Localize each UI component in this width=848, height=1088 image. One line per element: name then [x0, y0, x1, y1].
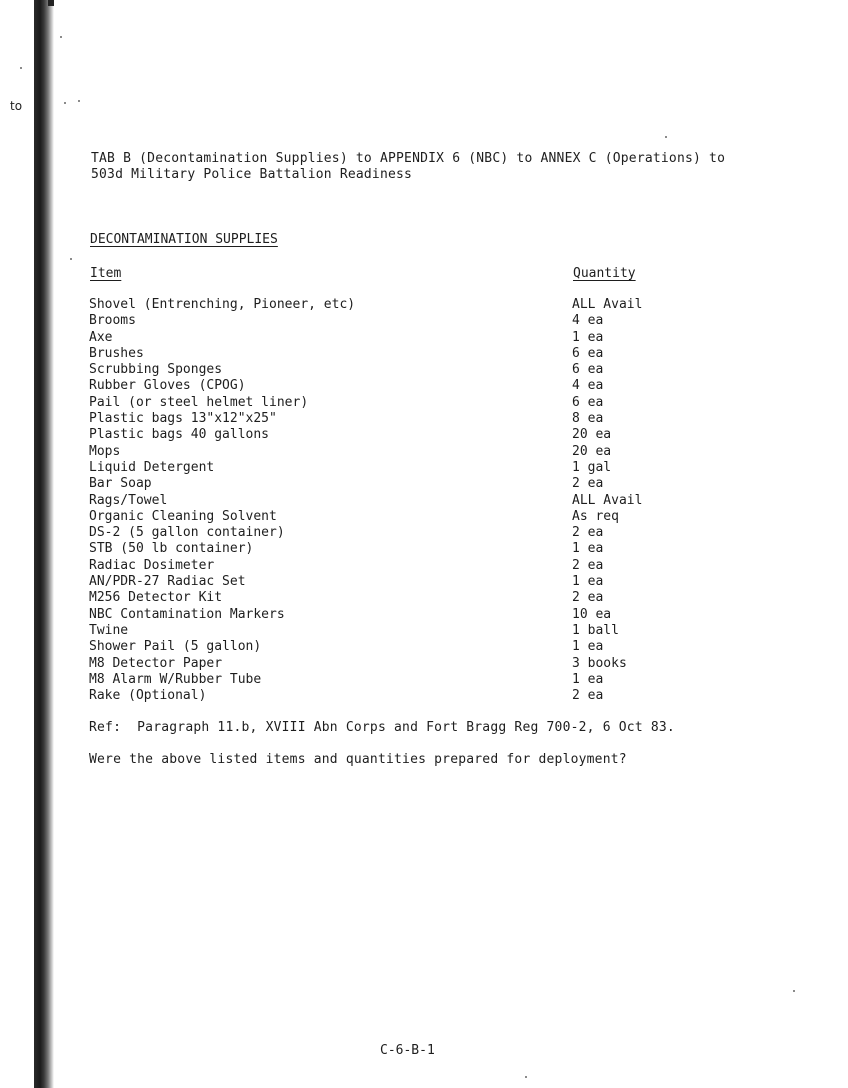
item-name: Bar Soap: [89, 476, 152, 492]
item-quantity: 3 books: [572, 655, 627, 671]
scan-speck: [70, 258, 72, 260]
item-quantity: 2 ea: [572, 476, 604, 492]
item-quantity: 4 ea: [572, 378, 604, 394]
item-name: Brushes: [89, 345, 144, 361]
item-name: Axe: [89, 329, 113, 345]
item-name: Plastic bags 13"x12"x25": [89, 411, 277, 427]
list-item: [89, 688, 789, 704]
item-quantity: As req: [572, 508, 619, 524]
tab-header-line-2: 503d Military Police Battalion Readiness: [91, 167, 413, 182]
scan-speck: [525, 1076, 527, 1078]
item-quantity: 2 ea: [572, 688, 604, 704]
item-name: M8 Detector Paper: [89, 655, 223, 671]
item-name: AN/PDR-27 Radiac Set: [89, 574, 246, 590]
list-item: [89, 607, 789, 623]
item-quantity: 1 ball: [572, 622, 619, 638]
item-name: M256 Detector Kit: [89, 590, 223, 606]
scan-speck: [20, 67, 22, 69]
list-item: [89, 444, 789, 460]
list-item: [89, 541, 789, 557]
scan-binding-edge: [34, 0, 54, 1088]
list-item: [89, 460, 789, 476]
item-name: Radiac Dosimeter: [89, 557, 215, 573]
item-quantity: 1 ea: [572, 671, 604, 687]
item-quantity: ALL Avail: [572, 492, 643, 508]
list-item: [89, 427, 789, 443]
scan-binding-mark: [48, 0, 54, 6]
item-name: Twine: [89, 622, 129, 638]
scan-speck: [78, 100, 80, 102]
reference-note: Ref: Paragraph 11.b, XVIII Abn Corps and Fort Bragg Reg 700-2, 6 Oct 83.: [89, 720, 675, 735]
item-quantity: 1 ea: [572, 639, 604, 655]
item-name: NBC Contamination Markers: [89, 606, 285, 622]
list-item: [89, 525, 789, 541]
list-item: [89, 509, 789, 525]
item-quantity: ALL Avail: [572, 297, 643, 312]
item-name: Shovel (Entrenching, Pioneer, etc): [89, 297, 356, 312]
item-name: M8 Alarm W/Rubber Tube: [89, 671, 262, 687]
tab-header-line-1: TAB B (Decontamination Supplies) to APPENDIX 6 (NBC) to ANNEX C (Operations) to: [91, 151, 726, 166]
supplies-list: [89, 297, 789, 704]
item-quantity: 6 ea: [572, 345, 604, 361]
item-quantity: 10 ea: [572, 606, 612, 622]
list-item: [89, 362, 789, 378]
scan-speck: [60, 36, 62, 38]
item-quantity: 2 ea: [572, 525, 604, 541]
list-item: [89, 330, 789, 346]
item-quantity: 20 ea: [572, 443, 612, 459]
page-number: C-6-B-1: [380, 1043, 435, 1058]
item-quantity: 1 gal: [572, 459, 612, 475]
list-item: [89, 639, 789, 655]
section-title: DECONTAMINATION SUPPLIES: [90, 232, 278, 247]
item-name: Rake (Optional): [89, 688, 207, 704]
list-item: [89, 672, 789, 688]
item-name: Rags/Towel: [89, 492, 168, 508]
item-name: Shower Pail (5 gallon): [89, 639, 262, 655]
item-name: Rubber Gloves (CPOG): [89, 378, 246, 394]
scan-speck: [665, 136, 667, 138]
item-quantity: 2 ea: [572, 557, 604, 573]
item-quantity: 20 ea: [572, 427, 612, 443]
item-name: Liquid Detergent: [89, 459, 215, 475]
item-quantity: 2 ea: [572, 590, 604, 606]
list-item: [89, 411, 789, 427]
item-name: Organic Cleaning Solvent: [89, 508, 277, 524]
item-quantity: 4 ea: [572, 313, 604, 329]
scan-speck: [793, 990, 795, 992]
list-item: [89, 574, 789, 590]
list-item: [89, 346, 789, 362]
item-name: STB (50 lb container): [89, 541, 254, 557]
scan-speck: [64, 102, 66, 104]
item-name: DS-2 (5 gallon container): [89, 525, 285, 541]
list-item: [89, 476, 789, 492]
margin-edge-text: to: [10, 99, 23, 113]
list-item: [89, 378, 789, 394]
list-item: [89, 493, 789, 509]
item-name: Plastic bags 40 gallons: [89, 427, 270, 443]
deployment-question: Were the above listed items and quantities prepared for deployment?: [89, 752, 627, 767]
item-name: Scrubbing Sponges: [89, 362, 223, 378]
list-item: [89, 558, 789, 574]
item-quantity: 6 ea: [572, 394, 604, 410]
list-item: [89, 590, 789, 606]
quantity-column-header: Quantity: [573, 266, 636, 281]
item-name: Mops: [89, 443, 121, 459]
item-quantity: 1 ea: [572, 329, 604, 345]
list-item: [89, 313, 789, 329]
item-name: Brooms: [89, 313, 136, 329]
list-item: [89, 395, 789, 411]
item-quantity: 6 ea: [572, 362, 604, 378]
item-quantity: 1 ea: [572, 574, 604, 590]
item-quantity: 1 ea: [572, 541, 604, 557]
item-quantity: 8 ea: [572, 411, 604, 427]
item-name: Pail (or steel helmet liner): [89, 394, 309, 410]
list-item: [89, 297, 789, 313]
list-item: [89, 623, 789, 639]
item-column-header: Item: [90, 266, 122, 281]
list-item: [89, 656, 789, 672]
